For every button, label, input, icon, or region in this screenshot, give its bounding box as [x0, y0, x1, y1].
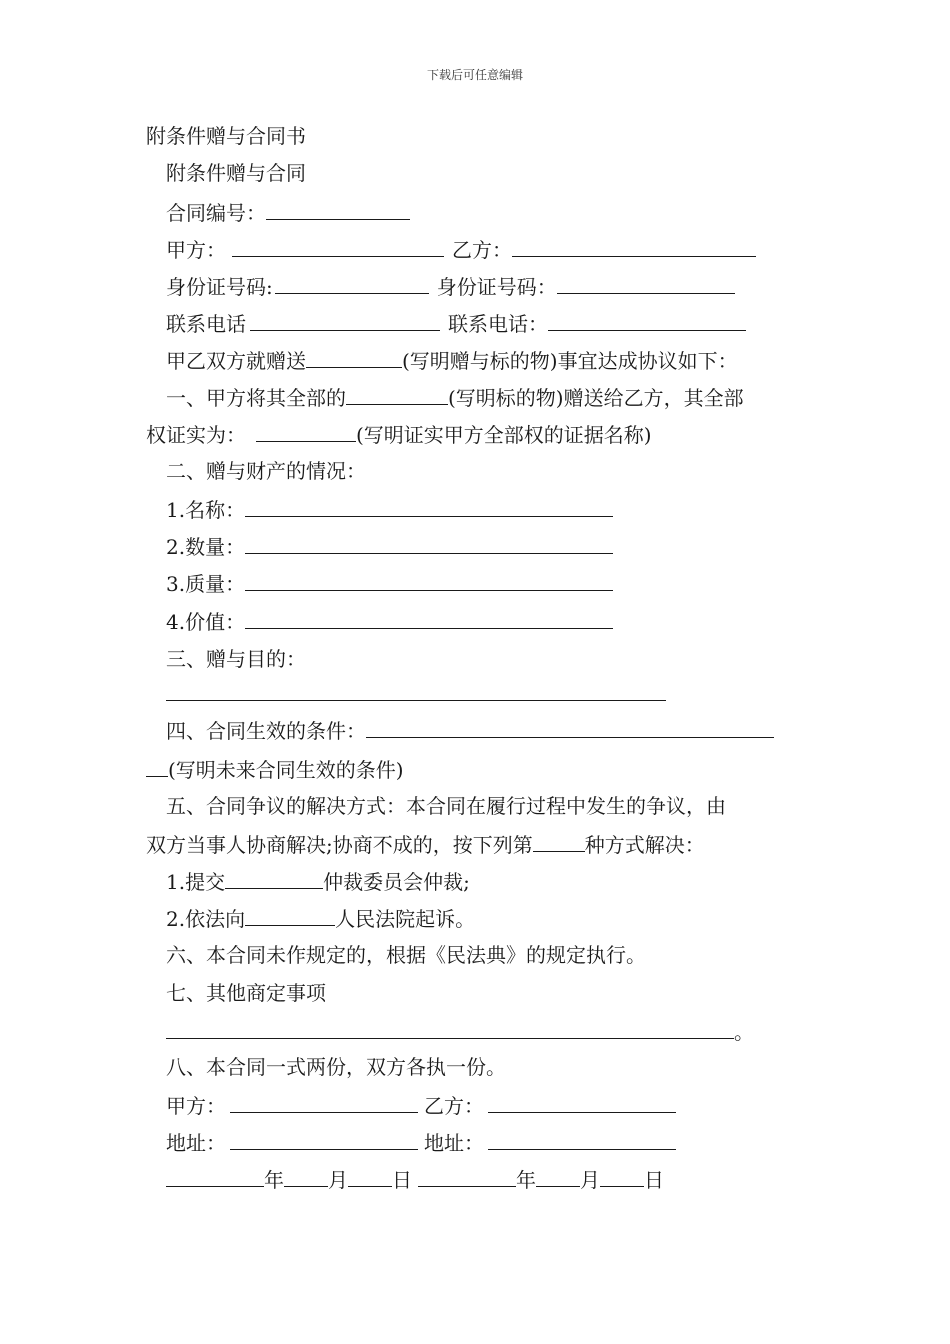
signature-party-a-blank[interactable]: [230, 1092, 418, 1113]
date-b-month-label: 月: [580, 1168, 600, 1192]
id-number-label-b: 身份证号码：: [436, 275, 557, 299]
party-a-blank[interactable]: [232, 236, 444, 257]
option-2-line: [166, 905, 475, 931]
item-quantity-blank[interactable]: [245, 533, 613, 554]
phone-label-b: 联系电话：: [448, 312, 548, 336]
clause-1-cont-pre: 权证实为：: [146, 423, 246, 447]
phone-blank-b[interactable]: [548, 310, 746, 331]
clause-1-cont-post: (写明证实甲方全部权的证据名称): [356, 423, 652, 447]
clause-1-line: [166, 384, 744, 410]
signature-party-row: [166, 1092, 676, 1118]
party-a-label: 甲方：: [166, 238, 226, 262]
clause-1-text-pre: 一、甲方将其全部的: [166, 386, 346, 410]
signature-party-b-label: 乙方：: [424, 1094, 484, 1118]
intro-text-pre: 甲乙双方就赠送: [166, 349, 306, 373]
intro-text-post: (写明赠与标的物)事宜达成协议如下：: [402, 349, 738, 373]
date-b-month-blank[interactable]: [536, 1166, 580, 1187]
date-b-year-blank[interactable]: [418, 1166, 516, 1187]
option-1-text-pre: 1.提交: [166, 870, 226, 894]
party-b-label: 乙方：: [452, 238, 512, 262]
contract-number-label: 合同编号：: [166, 201, 266, 225]
item-quantity-row: [166, 533, 613, 559]
id-number-blank-b[interactable]: [557, 273, 735, 294]
contract-number-row: [166, 199, 410, 225]
item-value-label: 4.价值：: [166, 610, 246, 634]
other-matters-period: 。: [734, 1020, 754, 1044]
id-number-blank-a[interactable]: [275, 273, 429, 294]
item-quality-row: [166, 570, 613, 596]
other-matters-row: [166, 1018, 754, 1044]
effect-condition-blank-cont[interactable]: [146, 756, 168, 777]
item-name-blank[interactable]: [245, 496, 613, 517]
page-header: 下载后可任意编辑: [426, 68, 523, 82]
gift-object-blank[interactable]: [306, 347, 402, 368]
date-b-day-blank[interactable]: [600, 1166, 644, 1187]
phone-blank-a[interactable]: [250, 310, 440, 331]
date-a-year-label: 年: [264, 1168, 284, 1192]
date-a-day-label: 日: [392, 1168, 412, 1192]
item-quality-label: 3.质量：: [166, 572, 246, 596]
effect-condition-blank[interactable]: [366, 717, 774, 738]
option-2-text-post: 人民法院起诉。: [335, 907, 476, 931]
clause-4-continuation: [146, 756, 404, 782]
arbitration-committee-blank[interactable]: [225, 868, 323, 889]
contract-number-blank[interactable]: [266, 199, 410, 220]
purpose-row: [166, 680, 666, 706]
date-b-year-label: 年: [516, 1168, 536, 1192]
item-quantity-label: 2.数量：: [166, 535, 246, 559]
intro-line: [166, 347, 738, 373]
clause-7-title: 七、其他商定事项: [166, 981, 326, 1005]
clause-8: 八、本合同一式两份，双方各执一份。: [166, 1055, 506, 1079]
item-name-label: 1.名称：: [166, 498, 246, 522]
contract-subtitle: 附条件赠与合同: [166, 161, 306, 185]
clause-4-text: 四、合同生效的条件：: [166, 719, 366, 743]
option-1-line: [166, 868, 470, 894]
date-b-day-label: 日: [644, 1168, 664, 1192]
option-2-text-pre: 2.依法向: [166, 907, 246, 931]
item-value-blank[interactable]: [245, 608, 613, 629]
clause-5-text-post: 种方式解决：: [584, 833, 705, 857]
address-b-blank[interactable]: [488, 1129, 676, 1150]
document-title: 附条件赠与合同书: [146, 124, 306, 148]
item-value-row: [166, 608, 613, 634]
clause-5-line-1: 五、合同争议的解决方式：本合同在履行过程中发生的争议，由: [166, 794, 726, 818]
clause-5-text-pre: 双方当事人协商解决;协商不成的，按下列第: [146, 833, 533, 857]
court-blank[interactable]: [245, 905, 335, 926]
phone-label-a: 联系电话: [166, 312, 246, 336]
clause-3-title: 三、赠与目的：: [166, 647, 306, 671]
date-row: [166, 1166, 664, 1192]
date-a-year-blank[interactable]: [166, 1166, 264, 1187]
id-number-row: [166, 273, 735, 299]
signature-party-b-blank[interactable]: [488, 1092, 676, 1113]
clause-4-cont-text: (写明未来合同生效的条件): [168, 758, 404, 782]
resolution-method-blank[interactable]: [533, 831, 585, 852]
purpose-blank[interactable]: [166, 680, 666, 701]
date-a-day-blank[interactable]: [348, 1166, 392, 1187]
address-a-label: 地址：: [166, 1131, 226, 1155]
id-number-label-a: 身份证号码:: [166, 275, 273, 299]
date-a-month-label: 月: [328, 1168, 348, 1192]
item-quality-blank[interactable]: [245, 570, 613, 591]
clause-1-continuation: [146, 421, 652, 447]
address-b-label: 地址：: [424, 1131, 484, 1155]
clause-5-line-2: [146, 831, 705, 857]
phone-row: [166, 310, 746, 336]
clause-4-line: [166, 717, 774, 743]
clause-2-title: 二、赠与财产的情况：: [166, 459, 366, 483]
party-row: [166, 236, 756, 262]
clause-1-text-post: (写明标的物)赠送给乙方，其全部: [448, 386, 744, 410]
date-a-month-blank[interactable]: [284, 1166, 328, 1187]
option-1-text-post: 仲裁委员会仲裁;: [323, 870, 470, 894]
address-row: [166, 1129, 676, 1155]
signature-party-a-label: 甲方：: [166, 1094, 226, 1118]
party-b-blank[interactable]: [512, 236, 756, 257]
other-matters-blank[interactable]: [166, 1018, 734, 1039]
item-name-row: [166, 496, 613, 522]
ownership-proof-blank[interactable]: [256, 421, 356, 442]
clause-6: 六、本合同未作规定的，根据《民法典》的规定执行。: [166, 943, 646, 967]
clause-1-object-blank[interactable]: [346, 384, 448, 405]
address-a-blank[interactable]: [230, 1129, 418, 1150]
